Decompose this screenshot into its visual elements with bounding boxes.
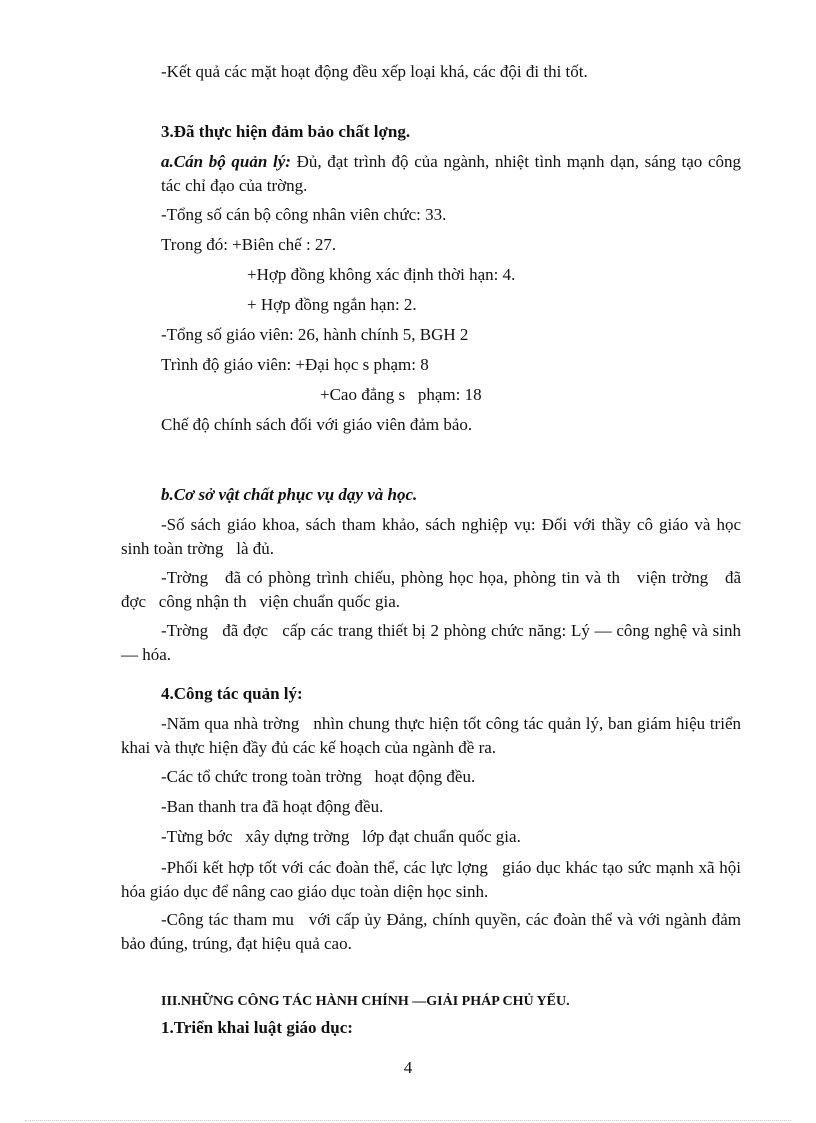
paragraph: -Trờng đã đợc cấp các trang thiết bị 2 phòng chức năng: Lý — công nghệ và sinh — hóa.: [121, 621, 746, 664]
body-line: -Tổng số giáo viên: 26, hành chính 5, BGH 2: [161, 325, 469, 344]
section-heading: 1.Triển khai luật giáo dục:: [161, 1018, 353, 1037]
body-line: Trình độ giáo viên: +Đại học s phạm: 8: [161, 355, 429, 374]
paragraph: -Trờng đã có phòng trình chiếu, phòng học họa, phòng tin và th viện trờng đã đợc công nhận th viện chuẩn quốc gia.: [121, 568, 746, 611]
paragraph: -Số sách giáo khoa, sách tham khảo, sách nghiệp vụ: Đối với thầy cô giáo và học sinh toàn trờng là đủ.: [121, 515, 746, 558]
body-line: Trong đó: +Biên chế : 27.: [161, 235, 337, 254]
body-line: -Kết quả các mặt hoạt động đều xếp loại khá, các đội đi thi tốt.: [161, 62, 588, 81]
body-line: +Cao đẳng s phạm: 18: [320, 385, 482, 404]
subsection-heading: b.Cơ sở vật chất phục vụ dạy và học.: [161, 485, 418, 504]
paragraph: -Công tác tham mu với cấp ủy Đảng, chính quyền, các đoàn thể và với ngành đảm bảo đúng, trúng, đạt hiệu quả cao.: [121, 910, 746, 953]
section-heading: 3.Đã thực hiện đảm bảo chất lợng.: [161, 122, 411, 141]
section-heading: 4.Công tác quản lý:: [161, 684, 303, 703]
body-line: Chế độ chính sách đối với giáo viên đảm bảo.: [161, 415, 473, 434]
paragraph-can-bo: [161, 150, 741, 198]
subsection-label: a.Cán bộ quản lý:: [161, 152, 291, 171]
page-border: [25, 1120, 791, 1121]
chapter-heading: III.NHỮNG CÔNG TÁC HÀNH CHÍNH —GIẢI PHÁP CHỦ YẾU.: [161, 994, 570, 1009]
page-number: 4: [403, 1058, 413, 1077]
paragraph-text: Đủ, đạt trình độ của ngành, nhiệt tình mạnh dạn, sáng tạo công tác chỉ đạo của trờng.: [161, 152, 741, 195]
paragraph: -Phối kết hợp tốt với các đoàn thể, các lực lợng giáo dục khác tạo sức mạnh xã hội hóa giáo dục để nâng cao giáo dục toàn diện học sinh.: [121, 858, 746, 901]
body-line: + Hợp đồng ngắn hạn: 2.: [247, 295, 417, 314]
paragraph: -Năm qua nhà trờng nhìn chung thực hiện tốt công tác quản lý, ban giám hiệu triển khai và thực hiện đầy đủ các kế hoạch của ngành đề ra.: [121, 714, 746, 757]
body-line: -Tổng số cán bộ công nhân viên chức: 33.: [161, 205, 447, 224]
body-line: -Ban thanh tra đã hoạt động đều.: [161, 797, 384, 816]
body-line: -Từng bớc xây dựng trờng lớp đạt chuẩn quốc gia.: [161, 827, 521, 846]
body-line: -Các tổ chức trong toàn trờng hoạt động đều.: [161, 767, 476, 786]
body-line: +Hợp đồng không xác định thời hạn: 4.: [247, 265, 516, 284]
